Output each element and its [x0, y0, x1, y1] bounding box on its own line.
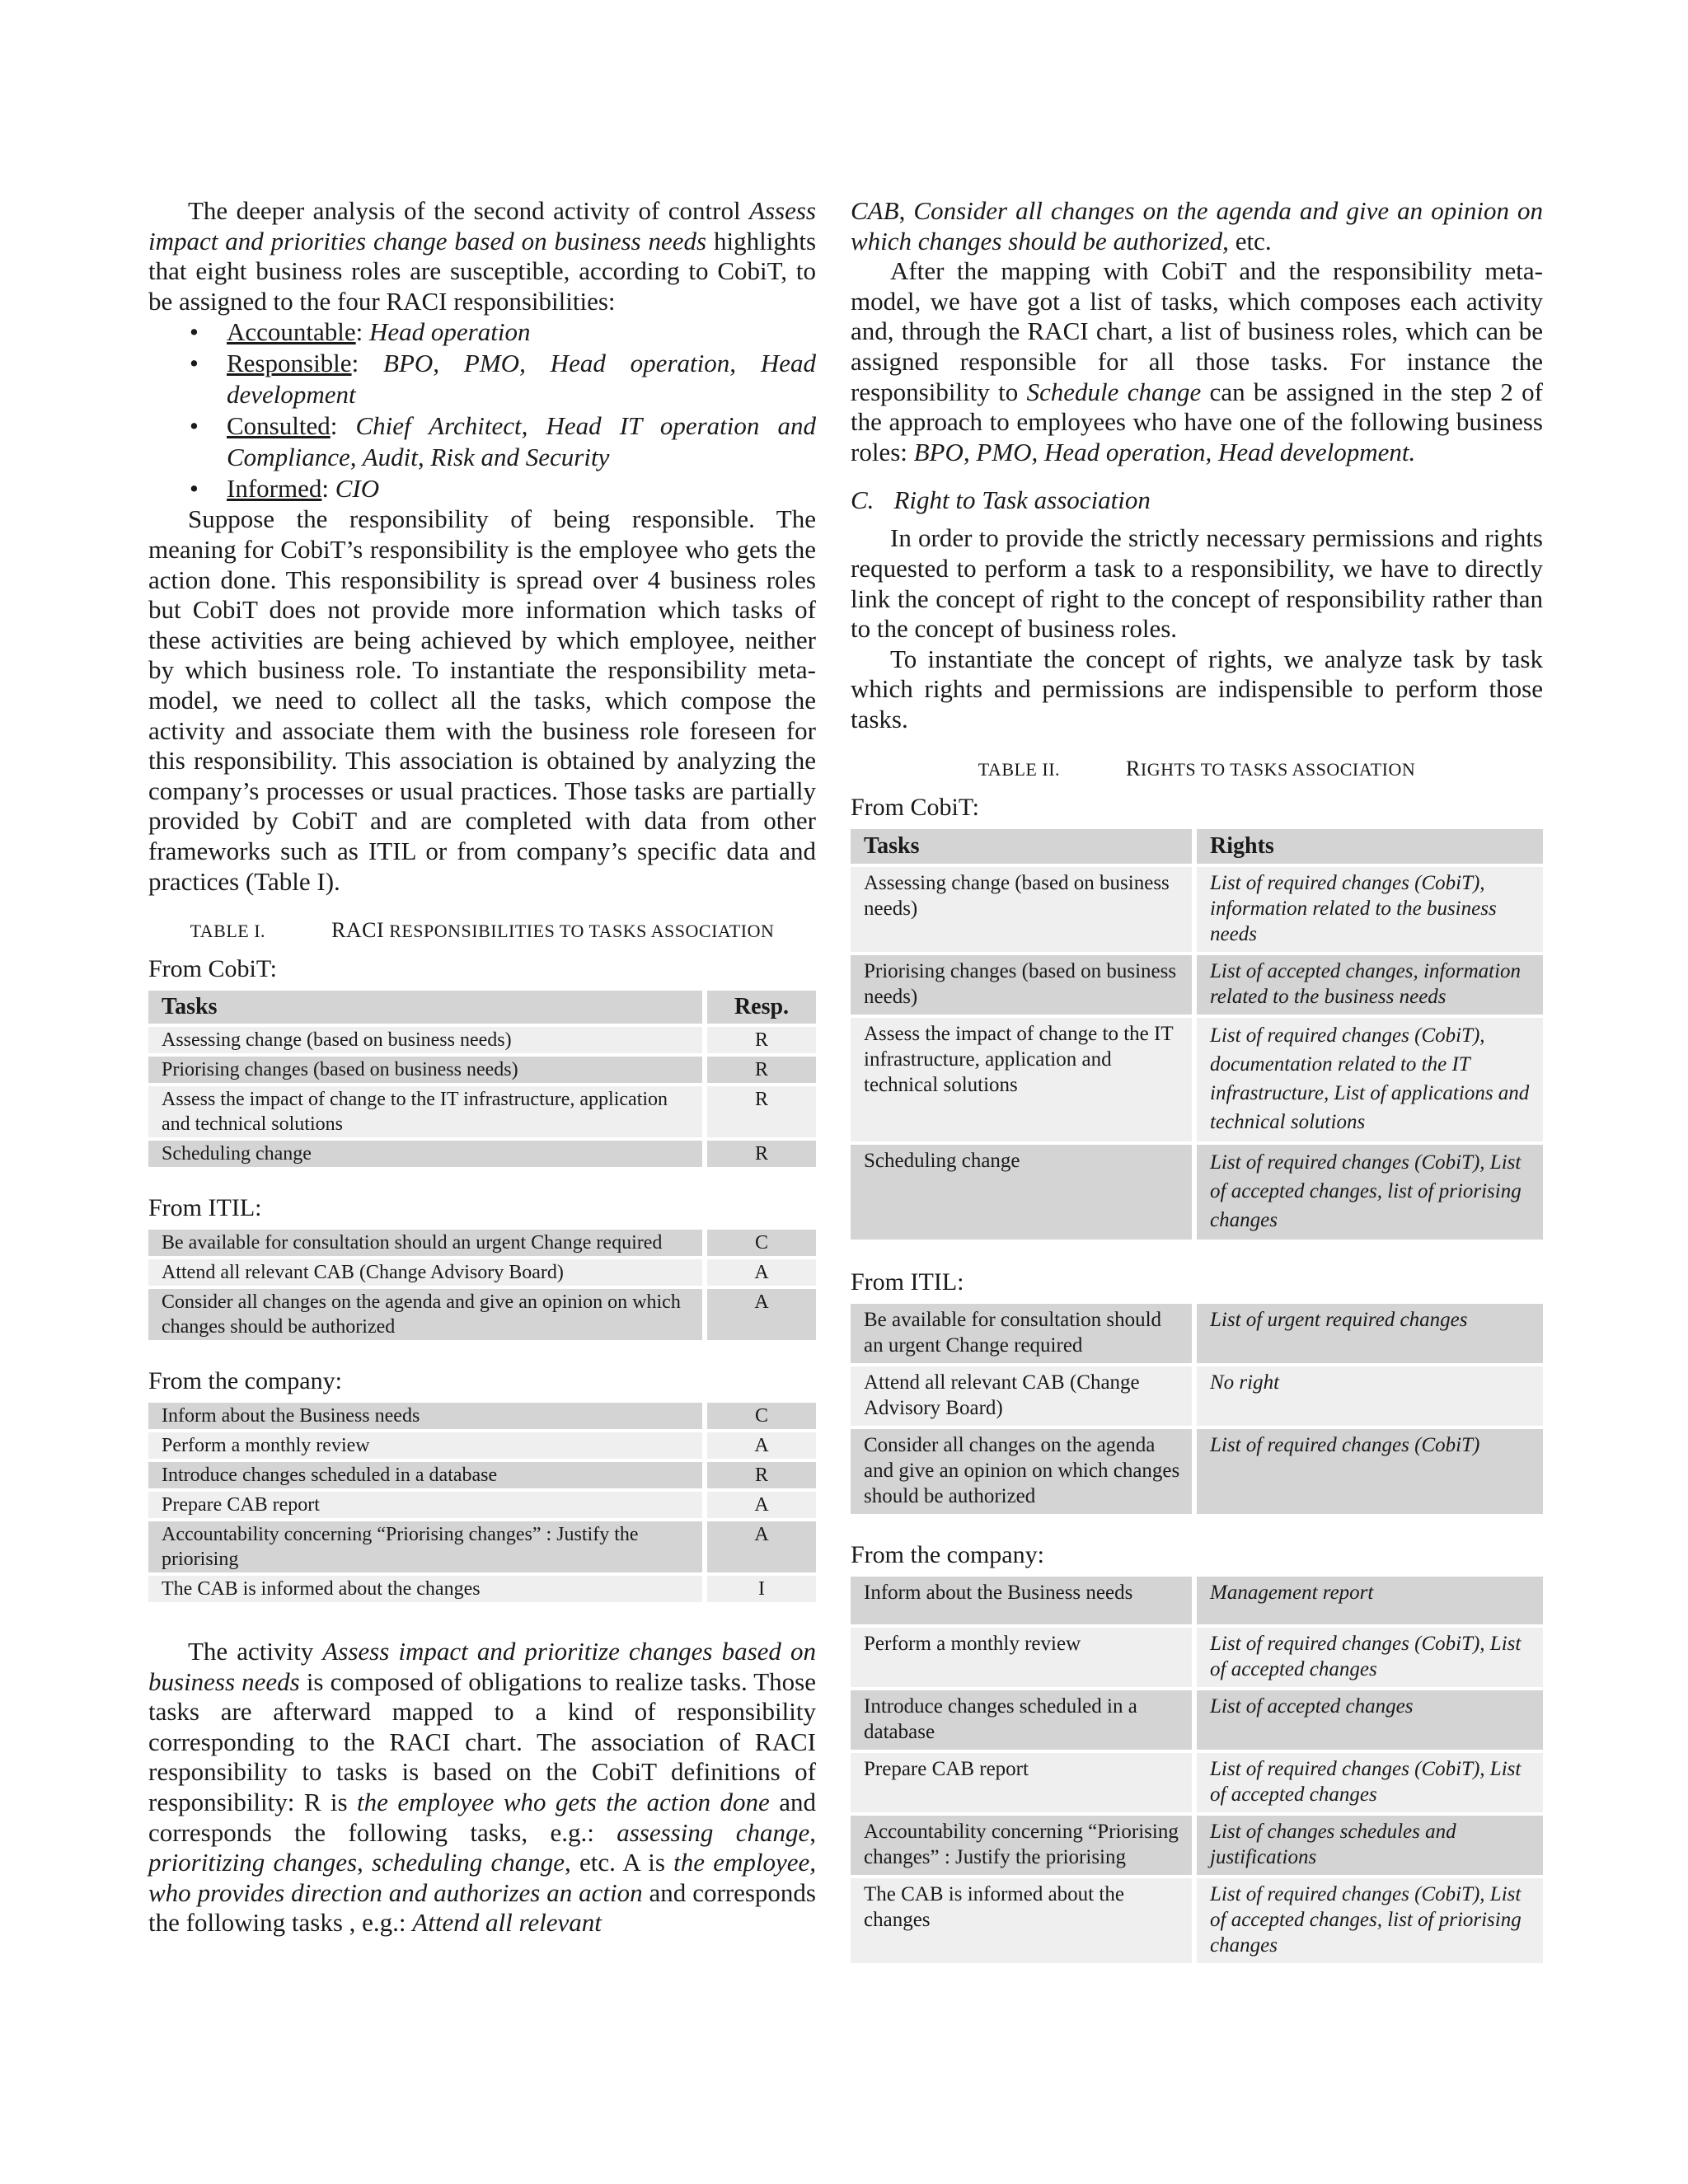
- table-row: Introduce changes scheduled in a database R: [148, 1462, 816, 1488]
- table-row: Be available for consultation should an urgent Change required List of urgent required changes: [851, 1304, 1543, 1363]
- table-row: Accountability concerning “Priorising changes” : Justify the priorising A: [148, 1521, 816, 1572]
- table-row: Inform about the Business needs C: [148, 1403, 816, 1429]
- paragraph-rights: In order to provide the strictly necessary permissions and rights requested to perform a task to a responsibility, we have to directly link the concept of right to the concept of responsibility rather than to the concept of business roles.: [851, 523, 1543, 644]
- table-header-row: Tasks Rights: [851, 829, 1543, 864]
- table2-cobit: [851, 826, 1543, 1243]
- table-row: Assessing change (based on business needs) R: [148, 1027, 816, 1053]
- table-row: Attend all relevant CAB (Change Advisory Board) A: [148, 1259, 816, 1286]
- table-row: Consider all changes on the agenda and give an opinion on which changes should be authorized A: [148, 1289, 816, 1340]
- table1-source-itil: From ITIL:: [148, 1194, 262, 1222]
- left-column: [148, 196, 816, 1938]
- paragraph-mapping: After the mapping with CobiT and the responsibility meta-model, we have got a list of tasks, which composes each activity and, through the RACI chart, a list of business roles, which can be assigned responsible for all those tasks. For instance the responsibility to Schedule change can be assigned in the step 2 of the approach to employees who have one of the following business roles: BPO, PMO, Head operation, Head development.: [851, 256, 1544, 466]
- table-row: Accountability concerning “Priorising changes” : Justify the priorising List of changes schedules and justifications: [851, 1816, 1543, 1875]
- table1-company: [148, 1399, 816, 1605]
- bullet-responsible: • Responsible: BPO, PMO, Head operation, Head development: [148, 348, 816, 410]
- paragraph-suppose: Suppose the responsibility of being responsible. The meaning for CobiT’s responsibility is the employee who gets the action done. This responsibility is spread over 4 business roles but CobiT does not provide more information which tasks of these activities are being achieved by which employee, neither by which business role. To instantiate the responsibility meta-model, we need to collect all the tasks, which compose the activity and associate them with the business role foreseen for this responsibility. This association is obtained by analyzing the company’s processes or usual practices. Those tasks are partially provided by CobiT and are completed with data from other frameworks such as ITIL or from company’s specific data and practices (Table I).: [148, 504, 816, 896]
- table-row: Attend all relevant CAB (Change Advisory Board) No right: [851, 1366, 1543, 1426]
- table-row: Perform a monthly review List of required changes (CobiT), List of accepted changes: [851, 1628, 1543, 1687]
- bullet-informed: • Informed: CIO: [148, 473, 816, 504]
- right-column: [851, 196, 1543, 1966]
- table-row: Scheduling change List of required changes (CobiT), List of accepted changes, list of priorising changes: [851, 1145, 1543, 1240]
- table1-cobit: [148, 987, 816, 1170]
- paragraph-instantiate: To instantiate the concept of rights, we analyze task by task which rights and permissions are indispensible to perform those tasks.: [851, 644, 1543, 733]
- table-row: Consider all changes on the agenda and give an opinion on which changes should be authorized List of required changes (CobiT): [851, 1429, 1543, 1514]
- table-row: Assess the impact of change to the IT infrastructure, application and technical solutions List of required changes (CobiT), documentation related to the IT infrastructure, List of applications and technical solutions: [851, 1018, 1543, 1141]
- bullet-consulted: • Consulted: Chief Architect, Head IT operation and Compliance, Audit, Risk and Security: [148, 410, 816, 473]
- table-row: The CAB is informed about the changes List of required changes (CobiT), List of accepted changes, list of priorising changes: [851, 1878, 1543, 1963]
- table-row: Be available for consultation should an urgent Change required C: [148, 1230, 816, 1256]
- table2-company: [851, 1573, 1543, 1966]
- table2-itil: [851, 1301, 1543, 1517]
- table1-source-company: From the company:: [148, 1367, 342, 1395]
- table-row: Introduce changes scheduled in a database List of accepted changes: [851, 1690, 1543, 1750]
- table-row: Inform about the Business needs Management report: [851, 1577, 1543, 1624]
- paragraph-activity: The activity Assess impact and prioritize changes based on business needs is composed of obligations to realize tasks. Those tasks are afterward mapped to a kind of responsibility corresponding to the RACI chart. The association of RACI responsibility to tasks is based on the CobiT definitions of responsibility: R is the employee who gets the action done and corresponds the following tasks, e.g.: assessing change, prioritizing changes, scheduling change, etc. A is the employee, who provides direction and authorizes an action and corresponds the following tasks , e.g.: Attend all relevant: [148, 1637, 816, 1938]
- section-heading-c: C. Right to Task association: [851, 485, 1151, 515]
- table-row: Scheduling change R: [148, 1141, 816, 1167]
- table-row: The CAB is informed about the changes I: [148, 1576, 816, 1602]
- table1-source-cobit: From CobiT:: [148, 955, 278, 983]
- table-row: Assess the impact of change to the IT infrastructure, application and technical solutions R: [148, 1086, 816, 1137]
- table2-caption: TABLE II. RIGHTS TO TASKS ASSOCIATION: [978, 756, 1416, 780]
- table-header-row: Tasks Resp.: [148, 991, 816, 1024]
- raci-bullet-list: [148, 316, 816, 504]
- bullet-accountable: • Accountable: Head operation: [148, 316, 816, 348]
- table-row: Priorising changes (based on business needs) List of accepted changes, information related to the business needs: [851, 955, 1543, 1015]
- table-row: Assessing change (based on business needs) List of required changes (CobiT), information related to the business needs: [851, 867, 1543, 952]
- table2-source-itil: From ITIL:: [851, 1268, 964, 1296]
- table1-itil: [148, 1226, 816, 1343]
- table-row: Prepare CAB report List of required changes (CobiT), List of accepted changes: [851, 1753, 1543, 1812]
- table-row: Prepare CAB report A: [148, 1492, 816, 1518]
- table2-source-cobit: From CobiT:: [851, 793, 980, 821]
- table2-source-company: From the company:: [851, 1540, 1044, 1568]
- paragraph-intro: The deeper analysis of the second activity of control Assess impact and priorities change based on business needs highlights that eight business roles are susceptible, according to CobiT, to be assigned to the four RACI responsibilities:: [148, 196, 817, 316]
- paragraph-continued: CAB, Consider all changes on the agenda and give an opinion on which changes should be authorized, etc.: [851, 196, 1544, 255]
- table-row: Priorising changes (based on business needs) R: [148, 1057, 816, 1083]
- table1-caption: TABLE I. RACI RESPONSIBILITIES TO TASKS ASSOCIATION: [190, 918, 775, 943]
- table-row: Perform a monthly review A: [148, 1432, 816, 1459]
